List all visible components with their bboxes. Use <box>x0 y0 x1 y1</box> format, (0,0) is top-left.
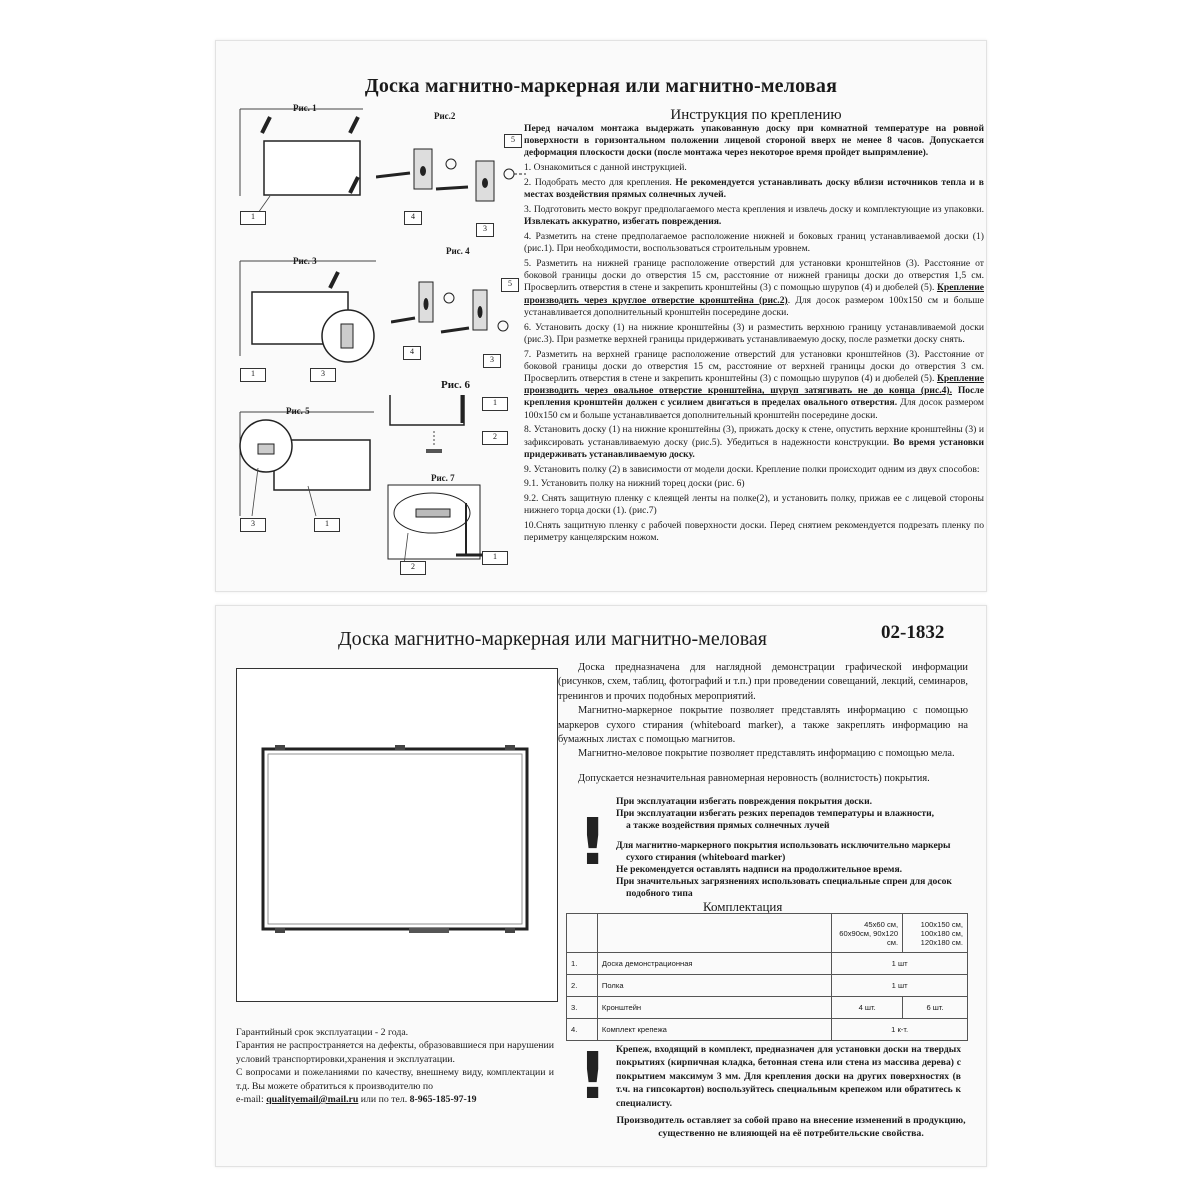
email-link[interactable]: qualityemail@mail.ru <box>266 1094 359 1106</box>
description-paragraph-3: Магнитно-меловое покрытие позволяет представлять информацию с помощью мела. <box>578 748 955 760</box>
unevenness-note: Допускается незначительная равномерная неровность (волнистость) покрытия. <box>578 772 930 784</box>
callout-board-1: 1 <box>240 211 266 225</box>
kit-row-num: 4. <box>567 1019 598 1041</box>
sheet2-title: Доска магнитно-маркерная или магнитно-меловая <box>338 628 767 650</box>
figure-5-label: Рис. 5 <box>286 406 310 416</box>
mounting-instructions-text <box>524 123 984 547</box>
step-3: 3. Подготовить место вокруг предполагаемого места крепления и извлечь доску и комплектующие из упаковки. Извлекать аккуратно, избегать повреждения. <box>524 204 984 228</box>
step-7: 7. Разметить на верхней границе расположение отверстий для установки кронштейнов (3). Расстояние от боковой границы доски до отверстия 15 см, расстояние от верхней границы доски до отверстия 3 см. Просверлить отверстия в стене и закрепить кронштейны (3) с помощью шурупов (4) и дюбелей (5). Крепление производить через овальное отверстие кронштейна, шуруп затягивать не до конца (рис.4). После крепления кронштейн должен с усилием двигаться в пределах овального отверстия. Для досок размером 100х150 см и больше устанавливается дополнительный кронштейн посередине доски. <box>524 348 984 421</box>
callout-dowel-5b: 5 <box>501 278 519 292</box>
warning-exclamation-icon: ! <box>578 806 608 880</box>
callout-dowel-5: 5 <box>504 134 522 148</box>
table-row <box>567 1019 968 1041</box>
step-10: 10.Снять защитную пленку с рабочей поверхности доски. Перед снятием рекомендуется подрезать пленку по периметру канцелярским ножом. <box>524 520 984 544</box>
kit-header-row <box>567 914 968 953</box>
figure-3-label: Рис. 3 <box>293 256 317 266</box>
figure-6-drawing <box>386 379 516 464</box>
step-4: 4. Разметить на стене предполагаемое расположение нижней и боковых границ устанавливаемой доски (1) (рис.1). При необходимости, воспользоваться строительным уровнем. <box>524 231 984 255</box>
kit-header-size-a: 45х60 см, 60х90см, 90х120 см. <box>832 914 903 953</box>
step-9-2: 9.2. Снять защитную пленку с клеящей ленты на полке(2), и установить полку, прижав ее с лицевой стороны нижнего торца доски (1). (рис.7) <box>524 493 984 517</box>
fastening-note: Крепеж, входящий в комплект, предназначен для установки доски на твердых покрытиях (кирпичная кладка, бетонная стена или стена из массива дерева) с покрытием максимум 3 мм. Для крепления доски на других поверхностях (в т.ч. на гипсокартон) воспользуйтесь специальным крепежом или обратитесь к специалисту. <box>616 1044 961 1109</box>
contact-line <box>236 1093 554 1106</box>
kit-row-qty: 1 шт <box>832 953 968 975</box>
kit-row-num: 2. <box>567 975 598 997</box>
table-row <box>567 997 968 1019</box>
kit-row-name: Кронштейн <box>597 997 831 1019</box>
figure-5 <box>238 406 378 536</box>
figure-7-label: Рис. 7 <box>431 473 455 483</box>
instruction-sheet <box>215 40 987 592</box>
table-row <box>567 953 968 975</box>
callout-screw-4: 4 <box>404 211 422 225</box>
step-9: 9. Установить полку (2) в зависимости от модели доски. Крепление полки происходит одним из двух способов: <box>524 463 980 475</box>
kit-row-qty-b: 6 шт. <box>903 997 968 1019</box>
step-9-1: 9.1. Установить полку на нижний торец доски (рис. 6) <box>524 478 745 490</box>
kit-row-name: Доска демонстрационная <box>597 953 831 975</box>
phone-label: или по тел. <box>360 1094 408 1106</box>
callout-board-1c: 1 <box>314 518 340 532</box>
email-label: e-mail: <box>236 1094 264 1106</box>
figure-3-drawing <box>238 256 378 386</box>
warning-line: При значительных загрязнениях использовать специальные спреи для досок <box>616 875 952 887</box>
callout-bracket-3d: 3 <box>240 518 266 532</box>
warranty-contact: С вопросами и пожеланиями по качеству, внешнему виду, комплектации и т.д. Вы можете обратиться к производителю по <box>236 1067 554 1092</box>
figure-1 <box>238 101 366 221</box>
warning-line: а также воздействия прямых солнечных лучей <box>626 819 830 831</box>
kit-row-name: Полка <box>597 975 831 997</box>
callout-screw-4b: 4 <box>403 346 421 360</box>
board-illustration-frame <box>236 668 558 1002</box>
description-paragraph-2: Магнитно-маркерное покрытие позволяет представлять информацию с помощью маркеров сухого стирания (whiteboard marker), а также закреплять информацию на бумажных листах с помощью магнитов. <box>558 705 968 746</box>
figure-6-label: Рис. 6 <box>441 379 470 391</box>
warranty-exclusions: Гарантия не распространяется на дефекты, образовавшиеся при нарушении условий транспортировки,хранения и эксплуатации. <box>236 1040 554 1065</box>
manufacturer-note: Производитель оставляет за собой право на внесение изменений в продукцию, существенно не влияющей на её потребительские свойства. <box>616 1115 966 1139</box>
callout-bracket-3: 3 <box>476 223 494 237</box>
warranty-info <box>236 1026 554 1106</box>
intro-paragraph: Перед началом монтажа выдержать упакованную доску при комнатной температуре на ровной поверхности в горизонтальном положении лицевой стороной вверх не менее 8 часов. Допускается деформация плоскости доски (после монтажа через некоторое время пройдет выпрямление). <box>524 123 984 159</box>
figure-1-label: Рис. 1 <box>293 103 317 113</box>
product-code: 02-1832 <box>881 622 945 643</box>
mounting-instructions-heading: Инструкция по креплению <box>670 107 842 123</box>
figure-2-drawing <box>376 111 526 241</box>
kit-row-num: 1. <box>567 953 598 975</box>
figure-2-label: Рис.2 <box>434 111 456 121</box>
callout-bracket-3c: 3 <box>483 354 501 368</box>
usage-warnings <box>616 796 976 899</box>
fastening-exclamation-icon: ! <box>578 1040 608 1114</box>
step-1: 1. Ознакомиться с данной инструкцией. <box>524 162 687 174</box>
callout-shelf-2: 2 <box>482 431 508 445</box>
figure-6 <box>386 379 516 464</box>
sheet1-title: Доска магнитно-маркерная или магнитно-меловая <box>364 75 838 97</box>
kit-table <box>566 913 968 1041</box>
warning-line: При эксплуатации избегать резких перепадов температуры и влажности, <box>616 807 935 819</box>
figure-4-label: Рис. 4 <box>446 246 470 256</box>
figure-7 <box>386 473 516 583</box>
warning-line: подобного типа <box>626 887 693 899</box>
table-row <box>567 975 968 997</box>
kit-header-num <box>567 914 598 953</box>
kit-row-qty: 1 шт <box>832 975 968 997</box>
callout-board-1d: 1 <box>482 397 508 411</box>
kit-row-name: Комплект крепежа <box>597 1019 831 1041</box>
warranty-period: Гарантийный срок эксплуатации - 2 года. <box>236 1027 409 1038</box>
product-sheet <box>215 605 987 1167</box>
kit-row-qty-a: 4 шт. <box>832 997 903 1019</box>
warning-line: сухого стирания (whiteboard marker) <box>626 852 786 864</box>
phone-number: 8-965-185-97-19 <box>409 1094 477 1106</box>
figure-3 <box>238 256 378 386</box>
figure-2 <box>376 111 526 241</box>
warning-line: Не рекомендуется оставлять надписи на продолжительное время. <box>616 863 903 875</box>
kit-row-qty: 1 к-т. <box>832 1019 968 1041</box>
step-5: 5. Разметить на нижней границе расположение отверстий для установки кронштейнов (3). Расстояние от боковой границы доски до отверстия 15 см, расстояние от нижней границы доски до отверстия 1,5 см. Просверлить отверстия в стене и закрепить кронштейны (3) с помощью шурупов (4) и дюбелей (5). Крепление производить через круглое отверстие кронштейна (рис.2). Для досок размером 100х150 см и больше устанавливается дополнительный кронштейн посередине доски. <box>524 258 984 318</box>
whiteboard-illustration <box>237 669 557 1001</box>
warning-line: Для магнитно-маркерного покрытия использовать исключительно маркеры <box>616 840 951 852</box>
callout-board-1b: 1 <box>240 368 266 382</box>
kit-row-num: 3. <box>567 997 598 1019</box>
figure-1-drawing <box>238 101 366 221</box>
step-6: 6. Установить доску (1) на нижние кронштейны (3) и разместить верхнюю границу устанавливаемой доски (рис.3). При разметке верхней границы придерживать устанавливаемую доску, после разметки доску снять. <box>524 321 984 345</box>
callout-shelf-2b: 2 <box>400 561 426 575</box>
figure-4 <box>391 246 521 366</box>
callout-board-1e: 1 <box>482 551 508 565</box>
figure-5-drawing <box>238 406 378 536</box>
kit-header-size-b: 100х150 см, 100х180 см, 120х180 см. <box>903 914 968 953</box>
step-2: 2. Подобрать место для крепления. Не рекомендуется устанавливать доску вблизи источников тепла и в местах воздействия прямых солнечных лучей. <box>524 177 984 201</box>
callout-bracket-3b: 3 <box>310 368 336 382</box>
kit-title: Комплектация <box>703 899 783 914</box>
step-8: 8. Установить доску (1) на нижние кронштейны (3), прижать доску к стене, опустить верхние кронштейны (3) и зафиксировать устанавливаемую доску (рис.5). Убедиться в надежности конструкции. Во время установки придерживать устанавливаемую доску. <box>524 424 984 460</box>
product-description <box>558 661 968 786</box>
warning-line: При эксплуатации избегать повреждения покрытия доски. <box>616 796 872 807</box>
kit-header-name <box>597 914 831 953</box>
description-paragraph-1: Доска предназначена для наглядной демонстрации графической информации (рисунков, схем, таблиц, фотографий и т.п.) при проведении совещаний, лекций, семинаров, тренингов и прочих подобных мероприятий. <box>558 662 968 702</box>
